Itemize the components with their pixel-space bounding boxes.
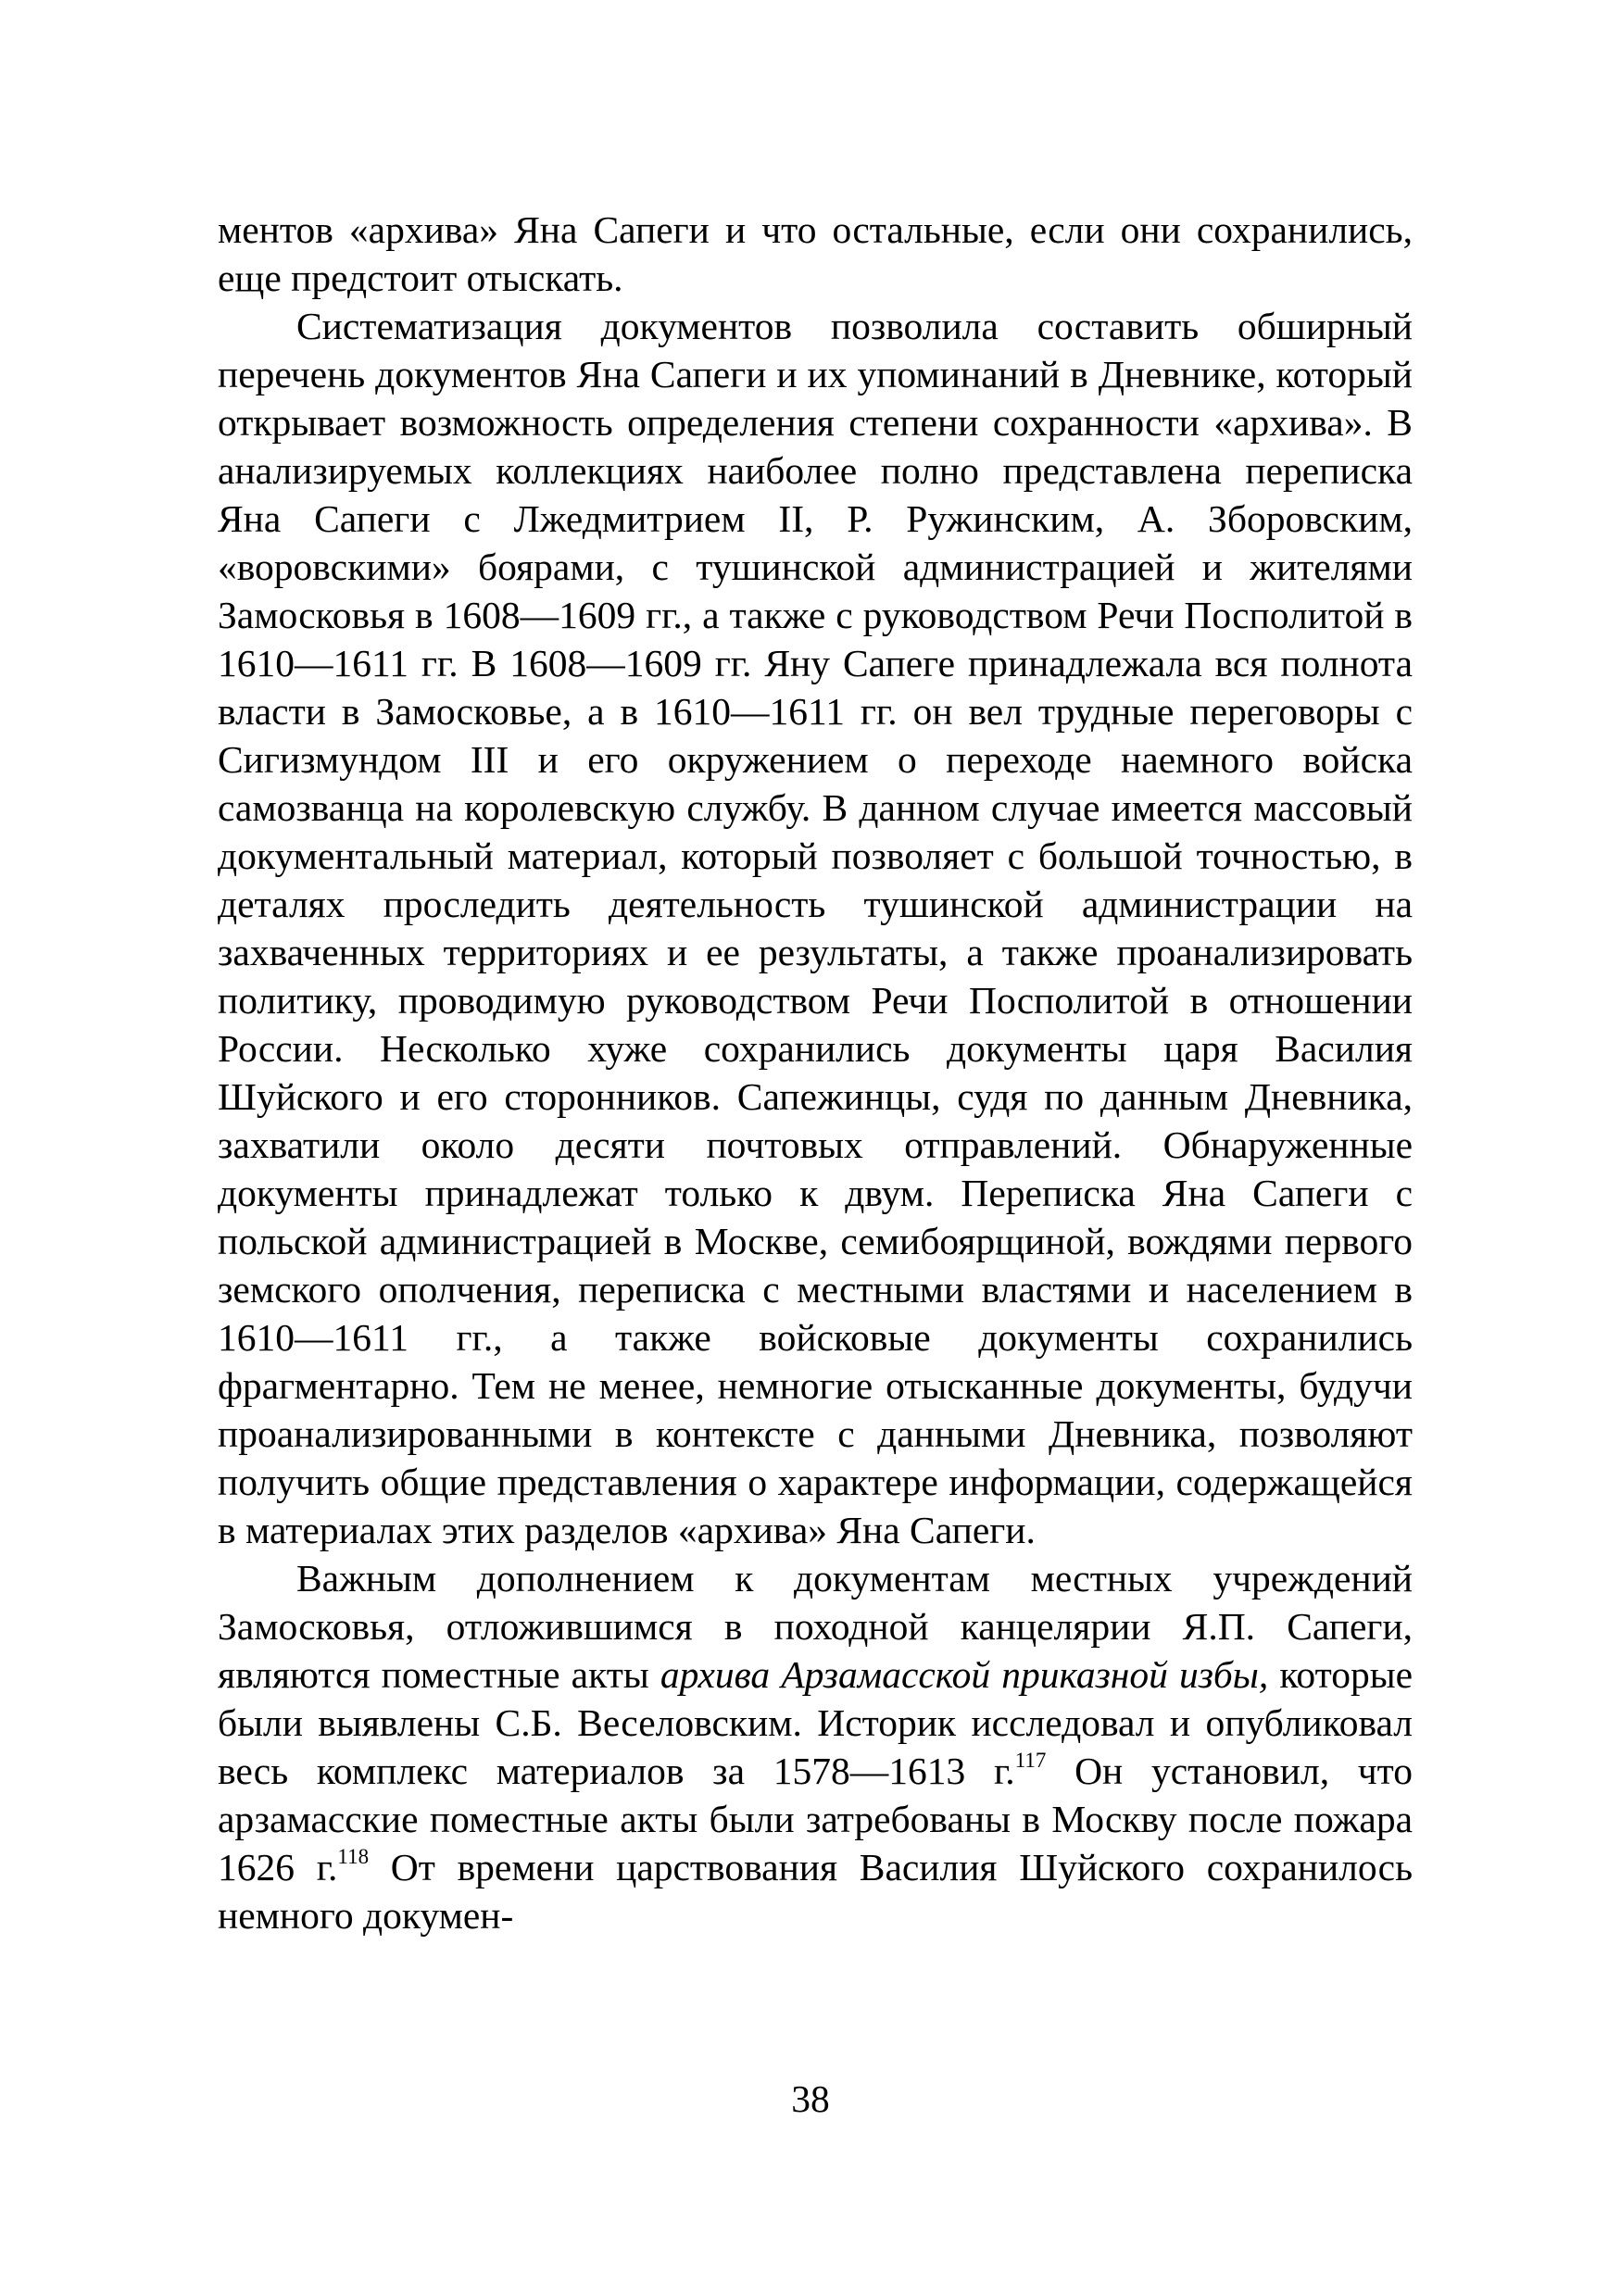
page-body — [218, 206, 1413, 1939]
footnote-ref[interactable]: 118 — [337, 1845, 370, 1868]
paragraph-text: Он установил, что арзамасские поместные акты были затребованы в Москву после пожара 1626 г. — [218, 1750, 1414, 1888]
paragraph-text: которые были выявлены С.Б. Веселовским. Историк исследовал и опубликовал весь комплекс материалов за 1578—1613 г. — [218, 1653, 1414, 1792]
italic-term: архива Арзамасской приказной избы, — [660, 1653, 1269, 1696]
paragraph-text: Важным дополнением к документам местных учреждений Замосковья, отложившимся в походной канцелярии Я.П. Сапеги, являются поместные акты — [218, 1557, 1413, 1696]
paragraph-systematization: Систематизация документов позволила составить обширный перечень документов Яна Сапеги и их упоминаний в Дневнике, который открывает возможность определения степени сохранности «архива». В анализируемых коллекциях наиболее полно представлена переписка Яна Сапеги с Лжедмитрием II, Р. Ружинским, А. Зборовским, «воровскими» боярами, с тушинской администрацией и жителями Замосковья в 1608—1609 гг., а также с руководством Речи Посполитой в 1610—1611 гг. В 1608—1609 гг. Яну Сапеге принадлежала вся полнота власти в Замосковье, а в 1610—1611 гг. он вел трудные переговоры с Сигизмундом III и его окружением о переходе наемного войска самозванца на королевскую службу. В данном случае имеется массовый документальный материал, который позволяет с большой точностью, в деталях проследить деятельность тушинской администрации на захваченных территориях и ее результаты, а также проанализировать политику, проводимую руководством Речи Посполитой в отношении России. Несколько хуже сохранились документы царя Василия Шуйского и его сторонников. Сапежинцы, судя по данным Дневника, захватили около десяти почтовых отправлений. Обнаруженные документы принадлежат только к двум. Переписка Яна Сапеги с польской администрацией в Москве, семибоярщиной, вождями первого земского ополчения, переписка с местными властями и населением в 1610—1611 гг., а также войсковые документы сохранились фрагментарно. Тем не менее, немногие отысканные документы, будучи проанализированными в контексте с данными Дневника, позволяют получить общие представления о характере информации, содержащейся в материалах этих разделов «архива» Яна Сапеги. — [218, 305, 1413, 1551]
page-number: 38 — [791, 2077, 830, 2120]
footnote-ref[interactable]: 117 — [1014, 1749, 1047, 1772]
paragraph-continuation: ментов «архива» Яна Сапеги и что остальные, если они сохранились, еще предстоит отыскать. — [218, 208, 1413, 299]
paragraph-arzamas-acts — [218, 1554, 1413, 1939]
paragraph-text: От времени царствования Василия Шуйского сохранилось немного докумен- — [218, 1846, 1414, 1937]
